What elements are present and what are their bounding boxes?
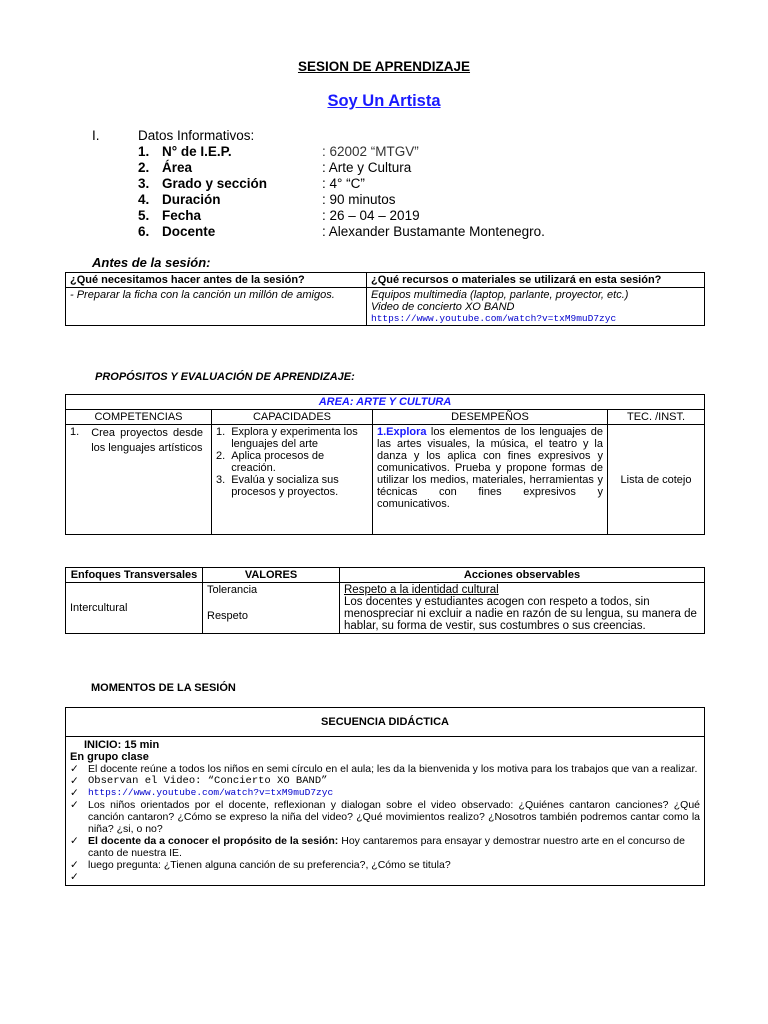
column-header: DESEMPEÑOS bbox=[373, 410, 608, 425]
check-icon: ✓ bbox=[70, 871, 79, 883]
secuencia-header: SECUENCIA DIDÁCTICA bbox=[66, 708, 705, 737]
desempeno-text: los elementos de los lenguajes de las artes visuales, la música, el teatro y la danza y los aplica con fines expresivos y comunicativos. Prueba y propone formas de utilizar los medios, materiales, herramientas y técnicas con fines expresivos y comunicativos. bbox=[377, 426, 603, 510]
antes-col2-header: ¿Qué recursos o materiales se utilizará en esta sesión? bbox=[367, 273, 705, 288]
list-item: ✓ El docente reúne a todos los niños en semi círculo en el aula; les da la bienvenida y los motiva para los trabajos que van a realizar. bbox=[70, 763, 698, 775]
antes-col1-header: ¿Qué necesitamos hacer antes de la sesión? bbox=[66, 273, 367, 288]
desempeno-cell bbox=[373, 425, 608, 535]
datos-label: Área bbox=[162, 160, 193, 175]
grupo-label: En grupo clase bbox=[70, 751, 149, 763]
column-header: TEC. /INST. bbox=[608, 410, 705, 425]
datos-label: Fecha bbox=[162, 208, 202, 223]
momentos-heading: MOMENTOS DE LA SESIÓN bbox=[91, 682, 236, 694]
datos-row: 1. N° de I.E.P. : 62002 “MTGV” bbox=[138, 144, 419, 159]
antes-heading: Antes de la sesión: bbox=[92, 255, 211, 270]
inicio-label: INICIO: 15 min bbox=[84, 739, 160, 751]
list-item bbox=[70, 871, 700, 883]
section-roman-numeral: I. bbox=[92, 128, 100, 143]
check-icon: ✓ bbox=[70, 835, 79, 847]
accion-text: Los docentes y estudiantes acogen con respeto a todos, sin menospreciar ni excluir a nadie en razón de su lengua, su manera de hablar, su forma de vestir, sus costumbres o sus creencias. bbox=[344, 596, 697, 632]
competencia-text: Crea proyectos desde los lenguajes artísticos bbox=[91, 427, 203, 454]
datos-value: : 26 – 04 – 2019 bbox=[322, 208, 420, 223]
list-item: ✓ Los niños orientados por el docente, reflexionan y dialogan sobre el video observado: ¿Quiénes cantaron canciones? ¿Qué canción cantaron? ¿Cómo se expreso la niña del video? ¿Qué movimientos realizo? ¿Nosotros también podremos cantar como la niña? ¿si, o no? bbox=[70, 799, 700, 835]
antes-col1-text: - Preparar la ficha con la canción un millón de amigos. bbox=[66, 288, 367, 326]
enfoque-cell: Intercultural bbox=[66, 583, 203, 634]
table-row bbox=[66, 288, 705, 326]
datos-value: : 62002 “MTGV” bbox=[322, 144, 419, 159]
list-item: 1. Explora y experimenta los lenguajes del arte bbox=[216, 426, 358, 450]
datos-value: : Alexander Bustamante Montenegro. bbox=[322, 224, 545, 239]
valor-item: Tolerancia bbox=[207, 584, 258, 596]
table-row bbox=[66, 708, 705, 737]
area-header: AREA: ARTE Y CULTURA bbox=[66, 395, 705, 410]
datos-row: 2. Área : Arte y Cultura bbox=[138, 160, 412, 175]
table-row bbox=[66, 395, 705, 410]
propositos-table bbox=[65, 394, 705, 535]
table-row bbox=[66, 273, 705, 288]
datos-row: 3. Grado y sección : 4° “C” bbox=[138, 176, 365, 191]
table-row bbox=[66, 425, 705, 535]
list-item: 2. Aplica procesos de creación. bbox=[216, 450, 325, 474]
column-header: Enfoques Transversales bbox=[66, 568, 203, 583]
competencia-cell: 1. Crea proyectos desde los lenguajes artísticos bbox=[66, 425, 212, 535]
datos-label: Grado y sección bbox=[162, 176, 268, 191]
column-header: CAPACIDADES bbox=[212, 410, 373, 425]
datos-label: N° de I.E.P. bbox=[162, 144, 232, 159]
video-link[interactable]: https://www.youtube.com/watch?v=txM9muD7zyc bbox=[88, 787, 334, 798]
document-title: SESION DE APRENDIZAJE bbox=[297, 59, 471, 74]
datos-label: Docente bbox=[162, 224, 216, 239]
datos-value: : 90 minutos bbox=[322, 192, 396, 207]
datos-value: : Arte y Cultura bbox=[322, 160, 412, 175]
check-icon: ✓ bbox=[70, 787, 79, 799]
column-header: COMPETENCIAS bbox=[66, 410, 212, 425]
datos-row: 4. Duración : 90 minutos bbox=[138, 192, 396, 207]
list-item: ✓ El docente da a conocer el propósito de la sesión: Hoy cantaremos para ensayar y demostrar nuestro arte en el concurso de canto de nuestra IE. bbox=[70, 835, 685, 859]
antes-table bbox=[65, 272, 705, 326]
secuencia-table bbox=[65, 707, 705, 886]
datos-row: 6. Docente : Alexander Bustamante Montenegro. bbox=[138, 224, 545, 239]
check-icon: ✓ bbox=[70, 799, 79, 811]
datos-label: Duración bbox=[162, 192, 221, 207]
actividades-list bbox=[70, 763, 700, 883]
valor-item: Respeto bbox=[207, 610, 248, 622]
antes-col2-cell bbox=[367, 288, 705, 326]
column-header: VALORES bbox=[203, 568, 340, 583]
session-title: Soy Un Artista bbox=[327, 92, 441, 110]
tec-inst-cell: Lista de cotejo bbox=[608, 425, 705, 535]
video-link[interactable]: https://www.youtube.com/watch?v=txM9muD7zyc bbox=[371, 313, 617, 324]
check-icon: ✓ bbox=[70, 763, 79, 775]
datos-list bbox=[138, 144, 545, 240]
desempeno-lead: 1.Explora bbox=[377, 426, 427, 438]
table-row bbox=[66, 410, 705, 425]
list-item: ✓ luego pregunta: ¿Tienen alguna canción de su preferencia?, ¿Cómo se titula? bbox=[70, 859, 451, 871]
datos-heading: Datos Informativos: bbox=[138, 128, 255, 143]
check-icon: ✓ bbox=[70, 775, 79, 787]
datos-value: : 4° “C” bbox=[322, 176, 365, 191]
table-row bbox=[66, 568, 705, 583]
secuencia-body bbox=[66, 737, 705, 886]
list-item: ✓ Observan el Video: “Concierto XO BAND” bbox=[70, 775, 328, 787]
datos-row: 5. Fecha : 26 – 04 – 2019 bbox=[138, 208, 420, 223]
list-item: 3. Evalúa y socializa sus procesos y proyectos. bbox=[216, 474, 339, 498]
valores-cell bbox=[203, 583, 340, 634]
recursos-line: Video de concierto XO BAND bbox=[371, 301, 515, 313]
list-item bbox=[70, 787, 700, 799]
propositos-heading: PROPÓSITOS Y EVALUACIÓN DE APRENDIZAJE: bbox=[95, 371, 355, 383]
enfoques-table bbox=[65, 567, 705, 634]
column-header: Acciones observables bbox=[340, 568, 705, 583]
table-row bbox=[66, 737, 705, 886]
acciones-cell bbox=[340, 583, 705, 634]
table-row bbox=[66, 583, 705, 634]
check-icon: ✓ bbox=[70, 859, 79, 871]
recursos-line: Equipos multimedia (laptop, parlante, proyector, etc.) bbox=[371, 289, 629, 301]
accion-title: Respeto a la identidad cultural bbox=[344, 584, 499, 596]
capacidades-cell bbox=[212, 425, 373, 535]
